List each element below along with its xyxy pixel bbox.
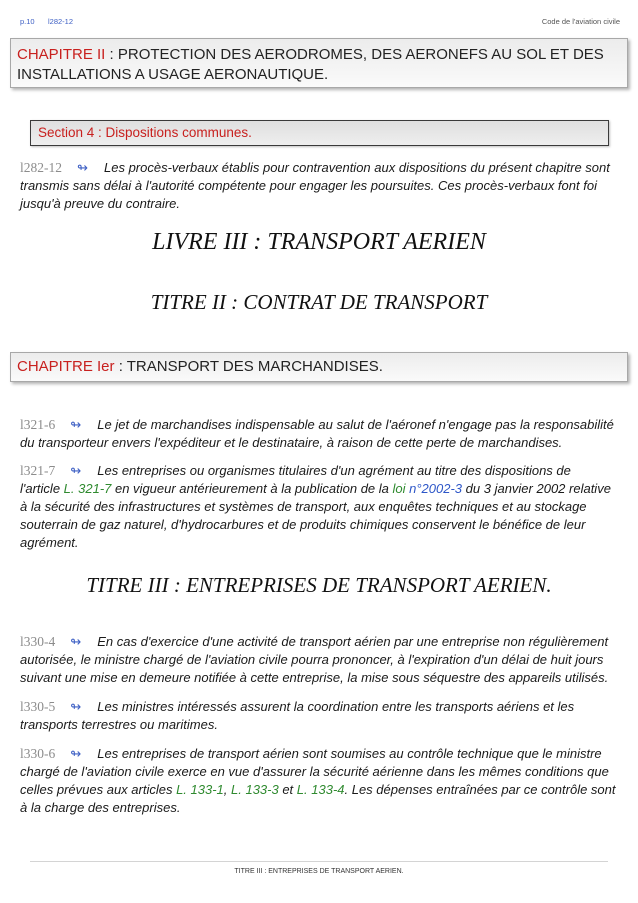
loop-arrow-icon[interactable]	[75, 160, 90, 178]
article-line	[20, 498, 625, 516]
article-line	[20, 781, 625, 799]
article-text: Le jet de marchandises indispensable au salut de l'aéronef n'engage pas la responsabilité	[97, 417, 614, 432]
article-l330-4	[20, 633, 625, 687]
article-link-l-133-3[interactable]: L. 133-3	[231, 782, 279, 797]
article-l282-12	[20, 159, 625, 213]
article-text: chargé de l'aviation civile exerce en vue d'assurer la sécurité aérienne dans les mêmes conditions que	[20, 764, 609, 779]
article-ref: l321-7	[20, 463, 56, 478]
chapter-label: CHAPITRE Ier	[17, 358, 115, 375]
article-link-l-321-7[interactable]: L. 321-7	[63, 481, 112, 496]
article-text: du 3 janvier 2002 relative	[462, 481, 611, 496]
article-l321-7	[20, 462, 625, 552]
article-l330-6	[20, 745, 625, 817]
article-ref: l330-5	[20, 699, 56, 714]
article-line	[20, 799, 625, 817]
document-title: Code de l'aviation civile	[541, 17, 620, 26]
article-text: agrément.	[20, 535, 79, 550]
title-heading: TITRE II : CONTRAT DE TRANSPORT	[150, 290, 488, 314]
article-text: transports terrestres ou maritimes.	[20, 717, 218, 732]
footer-divider	[30, 861, 608, 862]
article-line	[20, 633, 625, 651]
article-line	[20, 516, 625, 534]
article-line	[20, 480, 625, 498]
loop-arrow-icon[interactable]	[68, 746, 83, 764]
title-heading: TITRE III : ENTREPRISES DE TRANSPORT AERIEN.	[86, 573, 552, 597]
article-text: du transporteur envers l'expéditeur et le destinataire, à raison de cette perte de marchandises.	[20, 435, 563, 450]
article-text: Les entreprises de transport aérien sont soumises au contrôle technique que le ministre	[97, 746, 602, 761]
header-article-ref[interactable]: l282-12	[48, 17, 74, 26]
article-line	[20, 434, 625, 452]
section-heading: Section 4 : Dispositions communes.	[30, 120, 609, 146]
article-text: Les procès-verbaux établis pour contravention aux dispositions du présent chapitre sont	[104, 160, 610, 175]
article-ref: l330-6	[20, 746, 56, 761]
loop-arrow-icon[interactable]	[68, 463, 83, 481]
loop-arrow-icon[interactable]	[68, 417, 83, 435]
article-link-l-133-4[interactable]: L. 133-4	[296, 782, 345, 797]
article-line	[20, 462, 625, 480]
page-number[interactable]: p.10	[20, 17, 35, 26]
article-line	[20, 716, 625, 734]
loop-arrow-icon[interactable]	[68, 634, 83, 652]
article-line	[20, 177, 625, 195]
article-text: l'article	[20, 481, 64, 496]
article-line	[20, 698, 625, 716]
article-line	[20, 416, 625, 434]
chapter-heading	[10, 38, 628, 88]
article-line	[20, 534, 625, 552]
article-text: et	[278, 782, 297, 797]
article-text: Les ministres intéressés assurent la coordination entre les transports aériens et les	[97, 699, 575, 714]
chapter-title: : TRANSPORT DES MARCHANDISES.	[118, 358, 383, 375]
law-link-number[interactable]: n°2002-3	[409, 481, 463, 496]
article-link-l-133-1[interactable]: L. 133-1	[176, 782, 224, 797]
article-l321-6	[20, 416, 625, 452]
loop-arrow-icon[interactable]	[68, 699, 83, 717]
article-text: autorisée, le ministre chargé de l'aviation civile pourra prononcer, à l'expiration d'un délai de huit jours	[20, 652, 604, 667]
chapter-label: CHAPITRE II	[17, 46, 106, 63]
article-text: Les entreprises ou organismes titulaires d'un agrément au titre des dispositions de	[97, 463, 571, 478]
article-text: jusqu'à preuve du contraire.	[20, 196, 181, 211]
article-text: suivant une mise en demeure notifiée à cette entreprise, la mise sous séquestre des appareils utilisés.	[20, 670, 609, 685]
article-text: transmis sans délai à l'autorité compétente pour engager les poursuites. Ces procès-verbaux font foi	[20, 178, 597, 193]
law-link-loi[interactable]: loi	[392, 481, 410, 496]
article-text: . Les dépenses entraînées par ce contrôle sont	[344, 782, 616, 797]
chapter-heading	[10, 352, 628, 382]
chapter-title: : PROTECTION DES AERODROMES, DES AERONEFS AU SOL ET DES INSTALLATIONS A USAGE AERONAUTIQUE.	[17, 46, 604, 83]
article-text: En cas d'exercice d'une activité de transport aérien par une entreprise non régulièrement	[97, 634, 609, 649]
article-line	[20, 745, 625, 763]
article-line	[20, 763, 625, 781]
article-text: à la charge des entreprises.	[20, 800, 181, 815]
article-text: à la sécurité des infrastructures et systèmes de transport, aux enquêtes techniques et au stockage	[20, 499, 587, 514]
footer-title: TITRE III : ENTREPRISES DE TRANSPORT AERIEN.	[234, 868, 404, 875]
article-ref: l330-4	[20, 634, 56, 649]
article-ref: l282-12	[20, 160, 62, 175]
article-l330-5	[20, 698, 625, 734]
article-line	[20, 195, 625, 213]
article-text: celles prévues aux articles	[20, 782, 177, 797]
book-title: LIVRE III : TRANSPORT AERIEN	[152, 229, 486, 255]
article-text: en vigueur antérieurement à la publication de la	[111, 481, 393, 496]
article-text: souterrain de gaz naturel, d'hydrocarbures et de produits chimiques conservent le bénéfice de leur	[20, 517, 586, 532]
article-line	[20, 159, 625, 177]
article-ref: l321-6	[20, 417, 56, 432]
article-line	[20, 651, 625, 669]
article-line	[20, 669, 625, 687]
article-text: ,	[223, 782, 232, 797]
